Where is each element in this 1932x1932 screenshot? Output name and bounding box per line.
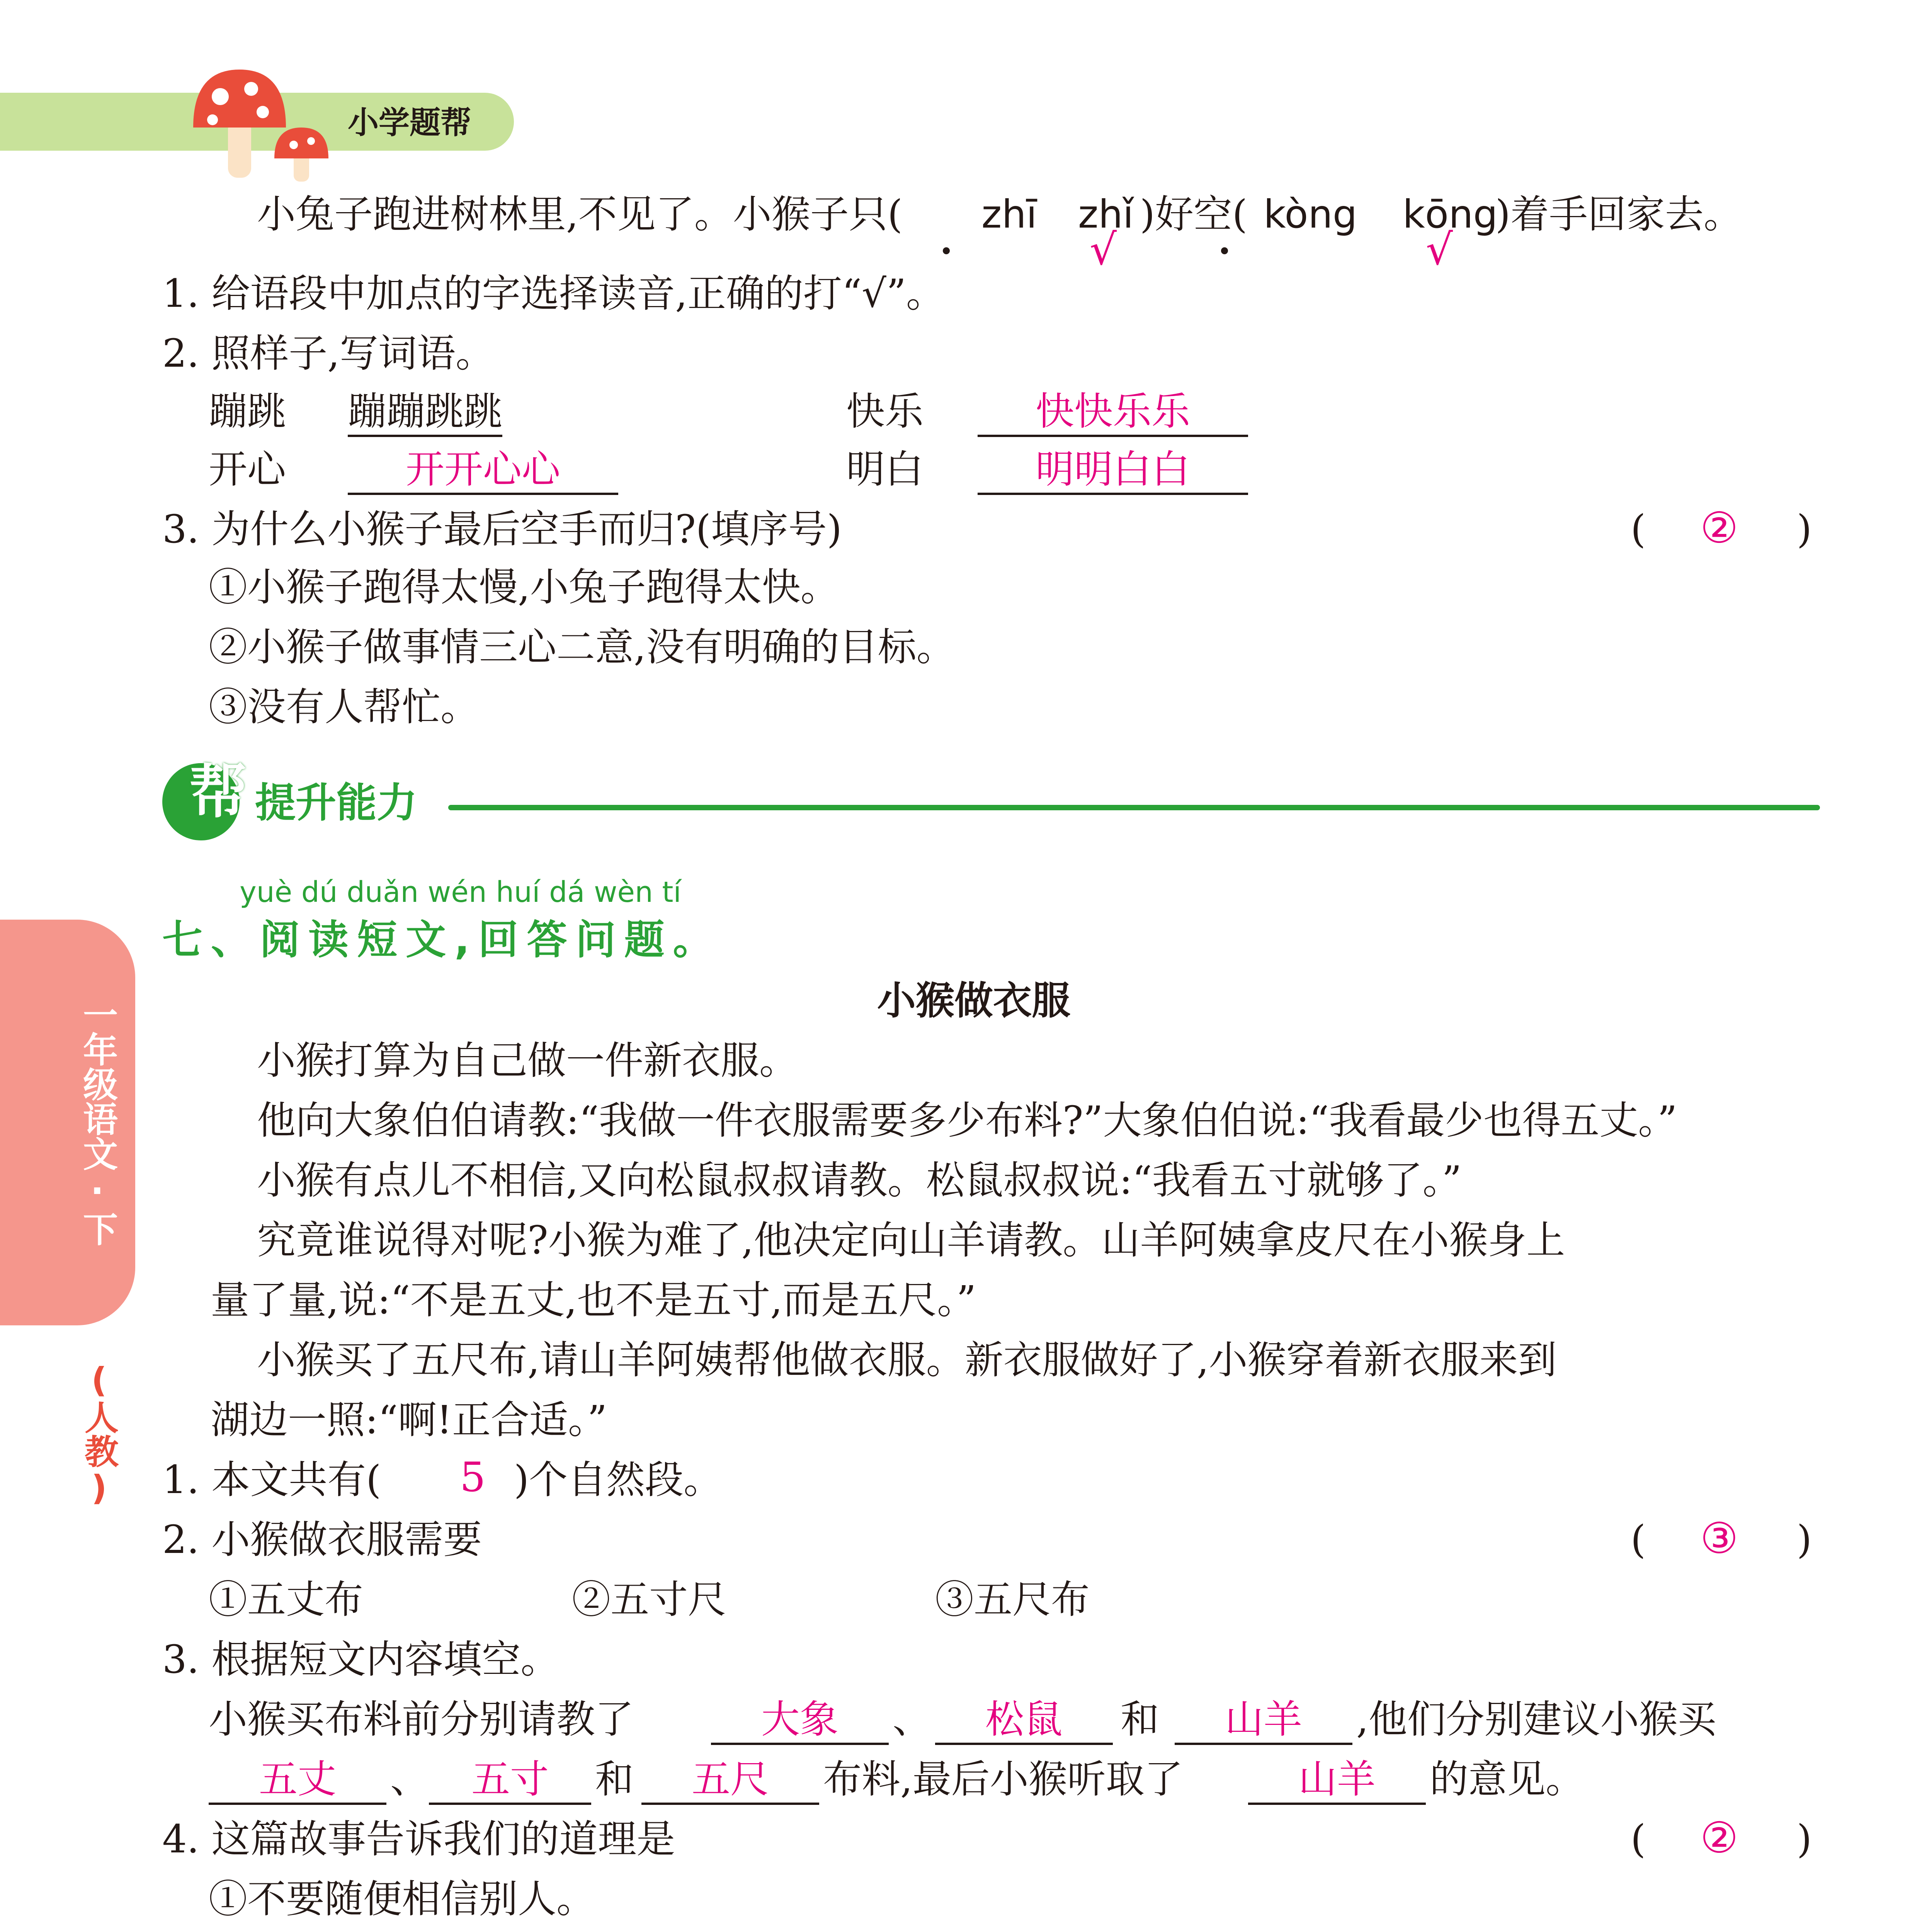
part7-question-4: 4. 这篇故事告诉我们的道理是 <box>162 1816 675 1862</box>
part7-question-2: 2. 小猴做衣服需要 <box>162 1517 482 1562</box>
word-kaixin: 开心 <box>209 447 286 492</box>
intro-text-a: 小兔子跑进树林里,不见了。小猴子只( <box>257 192 903 237</box>
story-paragraph: 量了量,说:“不是五丈,也不是五寸,而是五尺。” <box>211 1277 976 1323</box>
answer-blank-4[interactable]: 五丈 <box>209 1756 386 1805</box>
question-3: 3. 为什么小猴子最后空手而归?(填序号) <box>162 507 842 552</box>
part7-question-1-b: )个自然段。 <box>514 1457 723 1502</box>
answer-mingbai[interactable]: 明明白白 <box>978 446 1248 495</box>
option-c: ③五尺布 <box>935 1577 1090 1622</box>
fill-line-2-text-b: 布料,最后小猴听取了 <box>823 1757 1183 1802</box>
word-example: 蹦跳 <box>209 389 286 434</box>
check-mark-kong: √ <box>1426 225 1453 274</box>
word-example-answer: 蹦蹦跳跳 <box>348 388 502 437</box>
fill-line-2-sep-2: 和 <box>595 1757 634 1802</box>
story-paragraph: 小猴买了五尺布,请山羊阿姨帮他做衣服。新衣服做好了,小猴穿着新衣服来到 <box>257 1337 1557 1383</box>
option-3: ③没有人帮忙。 <box>209 684 479 730</box>
answer-paren-open: ( <box>1631 1517 1646 1562</box>
mushroom-logo-icon <box>185 62 348 185</box>
section-divider <box>448 805 1820 810</box>
part7-question-1-a: 1. 本文共有( <box>162 1457 381 1502</box>
story-paragraph: 小猴有点儿不相信,又向松鼠叔叔请教。松鼠叔叔说:“我看五寸就够了。” <box>257 1158 1462 1203</box>
option-a: ①五丈布 <box>209 1577 363 1622</box>
heading-7: 七、阅读短文,回答问题。 <box>162 916 722 963</box>
answer-blank-3[interactable]: 山羊 <box>1175 1696 1352 1745</box>
story-paragraph: 湖边一照:“啊!正合适。” <box>211 1397 607 1442</box>
intro-text-b: )好空( <box>1140 192 1248 237</box>
answer-kaixin[interactable]: 开开心心 <box>348 446 618 495</box>
pinyin-kong-1: kòng <box>1264 192 1357 237</box>
pinyin-kong-2: kōng <box>1403 192 1498 237</box>
section-badge-text: 帮 <box>189 759 248 826</box>
answer-paren-open: ( <box>1631 1816 1646 1862</box>
option-1: ①小猴子跑得太慢,小兔子跑得太快。 <box>209 565 839 610</box>
story-title: 小猴做衣服 <box>877 978 1070 1023</box>
brand-name: 小学题帮 <box>348 105 471 141</box>
answer-q3[interactable]: ② <box>1700 503 1738 553</box>
section-title: 提升能力 <box>255 779 418 827</box>
answer-paren-close: ) <box>1797 1816 1812 1862</box>
fill-line-1-text-b: ,他们分别建议小猴买 <box>1356 1697 1716 1742</box>
heading-7-pinyin: yuè dú duǎn wén huí dá wèn tí <box>240 876 682 909</box>
question-2: 2. 照样子,写词语。 <box>162 331 494 376</box>
answer-blank-1[interactable]: 大象 <box>711 1696 889 1745</box>
fill-line-1-sep-2: 和 <box>1121 1697 1159 1742</box>
side-tab-label: 一年级语文·下 <box>77 997 117 1246</box>
story-paragraph: 究竟谁说得对呢?小猴为难了,他决定向山羊请教。山羊阿姨拿皮尺在小猴身上 <box>257 1218 1565 1263</box>
answer-paren-open: ( <box>1631 507 1646 552</box>
word-kuaile: 快乐 <box>846 389 923 434</box>
check-mark-zhi: √ <box>1090 225 1117 274</box>
fill-line-1-text-a: 小猴买布料前分别请教了 <box>209 1697 634 1742</box>
answer-blank-5[interactable]: 五寸 <box>429 1756 591 1805</box>
emphasis-dot <box>943 247 950 254</box>
q4-option-1: ①不要随便相信别人。 <box>209 1876 595 1922</box>
emphasis-dot <box>1221 247 1228 254</box>
option-2: ②小猴子做事情三心二意,没有明确的目标。 <box>209 624 955 670</box>
fill-line-1-sep-1: 、 <box>893 1697 931 1742</box>
question-1: 1. 给语段中加点的字选择读音,正确的打“√”。 <box>162 271 945 316</box>
answer-blank-7[interactable]: 山羊 <box>1248 1756 1426 1805</box>
fill-line-2-sep-1: 、 <box>390 1757 429 1802</box>
pinyin-zhi-2: zhǐ <box>1078 192 1134 237</box>
story-paragraph: 他向大象伯伯请教:“我做一件衣服需要多少布料?”大象伯伯说:“我看最少也得五丈。” <box>257 1098 1677 1143</box>
answer-part7-q4[interactable]: ② <box>1700 1813 1738 1862</box>
fill-line-2-text-c: 的意见。 <box>1430 1757 1584 1802</box>
answer-kuaile[interactable]: 快快乐乐 <box>978 388 1248 437</box>
answer-blank-2[interactable]: 松鼠 <box>935 1696 1113 1745</box>
intro-text-c: )着手回家去。 <box>1495 192 1743 237</box>
pinyin-zhi-1: zhī <box>981 192 1037 237</box>
part7-question-3: 3. 根据短文内容填空。 <box>162 1637 560 1682</box>
answer-blank-6[interactable]: 五尺 <box>641 1756 819 1805</box>
answer-paren-close: ) <box>1797 1517 1812 1562</box>
side-tab-edition: (人教) <box>79 1360 119 1508</box>
answer-part7-q2[interactable]: ③ <box>1700 1514 1738 1563</box>
option-b: ②五寸尺 <box>572 1577 726 1622</box>
answer-paren-close: ) <box>1797 507 1812 552</box>
story-paragraph: 小猴打算为自己做一件新衣服。 <box>257 1038 798 1083</box>
answer-paragraph-count[interactable]: 5 <box>460 1454 486 1501</box>
word-mingbai: 明白 <box>846 447 923 492</box>
